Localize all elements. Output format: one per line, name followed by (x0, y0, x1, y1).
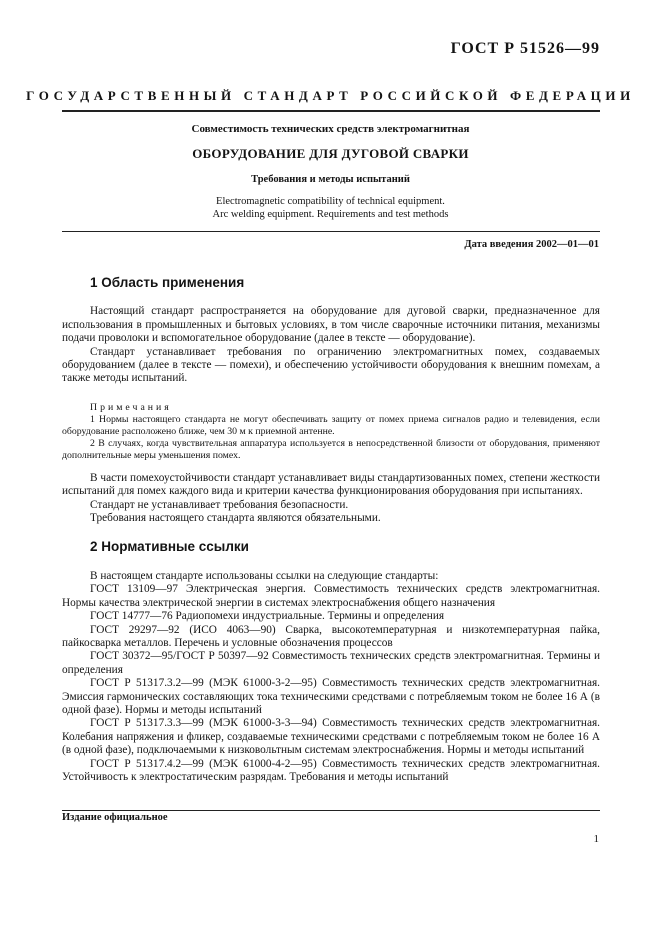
document-body (62, 276, 600, 784)
title-divider (62, 231, 600, 232)
standard-requirements-title: Требования и методы испытаний (251, 174, 410, 185)
reference-item: ГОСТ 30372—95/ГОСТ Р 50397—92 Совместимость технических средств электромагнитная. Термины и определения (62, 650, 600, 676)
reference-item: ГОСТ Р 51317.3.3—99 (МЭК 61000-3-3—94) Совместимость технических средств электромагнитная. Колебания напряжения и фликер, создаваемые техническими средствами с потребляемым током не более 16 А (в одной фазе), подключаемыми к низковольтным системам электроснабжения. Нормы и методы испытаний (62, 717, 600, 757)
paragraph: Стандарт не устанавливает требования безопасности. (90, 498, 349, 511)
edition-label: Издание официальное (62, 812, 168, 823)
paragraph: В настоящем стандарте использованы ссылки на следующие стандарты: (90, 569, 439, 582)
reference-item: ГОСТ Р 51317.4.2—99 (МЭК 61000-4-2—95) Совместимость технических средств электромагнитная. Устойчивость к электростатическим разрядам. Требования и методы испытаний (62, 757, 600, 783)
reference-item: ГОСТ Р 51317.3.2—99 (МЭК 61000-3-2—95) Совместимость технических средств электромагнитная. Эмиссия гармонических составляющих тока техническими средствами с потребляемым током не более 16 А (в одной фазе). Нормы и методы испытаний (62, 677, 600, 716)
reference-item: ГОСТ 29297—92 (ИСО 4063—90) Сварка, высокотемпературная и низкотемпературная пайка, пайкосварка металлов. Перечень и условные обозначения процессов (62, 623, 600, 649)
notes-block (62, 402, 600, 462)
paragraph: В части помехоустойчивости стандарт устанавливает виды стандартизованных помех, степени жесткости испытаний для помех каждого вида и критерии качества функционирования оборудования при испытаниях. (62, 471, 600, 498)
standard-subtitle: Совместимость технических средств электромагнитная (191, 123, 470, 135)
note-item: 2 В случаях, когда чувствительная аппаратура используется в непосредственной близости от оборудования, применяют дополнительные меры уменьшения помех. (62, 437, 600, 461)
reference-item: ГОСТ 14777—76 Радиопомехи индустриальные. Термины и определения (90, 610, 445, 623)
section-1-heading: 1 Область применения (90, 275, 245, 290)
english-title-line2: Arc welding equipment. Requirements and test methods (212, 209, 449, 220)
state-standard-title: ГОСУДАРСТВЕННЫЙ СТАНДАРТ РОССИЙСКОЙ ФЕДЕРАЦИИ (26, 88, 635, 103)
section-2-heading: 2 Нормативные ссылки (90, 539, 249, 555)
english-title-line1: Electromagnetic compatibility of technical equipment. (216, 196, 445, 207)
paragraph: Настоящий стандарт распространяется на оборудование для дуговой сварки, предназначенное для использования в промышленных и бытовых условиях, в том числе сварочные источники питания, механизмы подачи проволоки и вспомогательное оборудование (далее в тексте — оборудование). (62, 305, 600, 345)
gost-number: ГОСТ Р 51526—99 (450, 40, 600, 57)
footer-divider (62, 810, 600, 811)
note-item: 1 Нормы настоящего стандарта не могут обеспечивать защиту от помех приема сигналов радио и телевидения, если оборудование расположено ближе, чем 30 м к приемной антенне. (62, 413, 600, 437)
introduction-date: Дата введения 2002—01—01 (464, 239, 599, 250)
notes-title: Примечания (90, 401, 172, 413)
header-divider (62, 110, 600, 112)
standard-main-title: ОБОРУДОВАНИЕ ДЛЯ ДУГОВОЙ СВАРКИ (192, 146, 469, 161)
page-number: 1 (593, 833, 599, 845)
paragraph: Требования настоящего стандарта являются обязательными. (90, 512, 381, 525)
reference-item: ГОСТ 13109—97 Электрическая энергия. Совместимость технических средств электромагнитная. Нормы качества электрической энергии в системах электроснабжения общего назначения (62, 583, 600, 609)
paragraph: Стандарт устанавливает требования по ограничению электромагнитных помех, создаваемых оборудованием (далее в тексте — помехи), и обеспечению устойчивости оборудования к внешним помехам, а также методы испытаний. (62, 345, 600, 385)
